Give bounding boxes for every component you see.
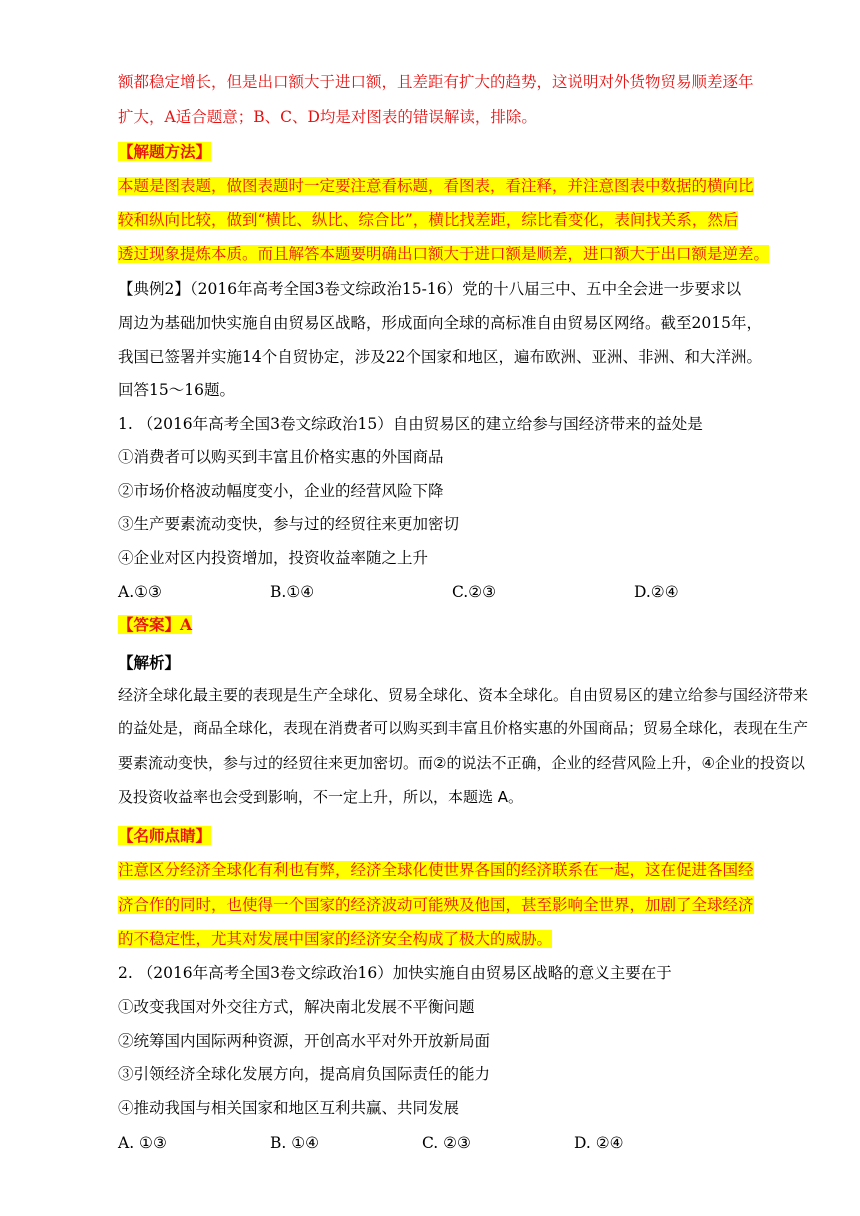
method-line: 透过现象提炼本质。而且解答本题要明确出口额大于进口额是顺差，进口额大于出口额是逆差。: [118, 245, 770, 263]
question-2-stem: 2. （2016年高考全国3卷文综政治16）加快实施自由贸易区战略的意义主要在于: [118, 964, 672, 982]
intro-line: 额都稳定增长，但是出口额大于进口额，且差距有扩大的趋势，这说明对外货物贸易顺差逐年: [118, 73, 754, 91]
question-1-item: ①消费者可以购买到丰富且价格实惠的外国商品: [118, 448, 444, 466]
section-heading-method: 【解题方法】: [118, 142, 212, 161]
analysis-line: 要素流动变快，参与过的经贸往来更加密切。而②的说法不正确，企业的经营风险上升，④企业的投资以: [118, 754, 805, 772]
question-2-option-a: A. ①③: [118, 1134, 167, 1152]
tip-line: 济合作的同时，也使得一个国家的经济波动可能殃及他国，甚至影响全世界，加剧了全球经济: [118, 896, 754, 914]
question-1-stem: 1. （2016年高考全国3卷文综政治15）自由贸易区的建立给参与国经济带来的益处是: [118, 415, 703, 433]
analysis-line: 经济全球化最主要的表现是生产全球化、贸易全球化、资本全球化。自由贸易区的建立给参与国经济带来: [118, 686, 809, 704]
question-1-option-c: C.②③: [452, 583, 497, 601]
analysis-line: 及投资收益率也会受到影响，不一定上升，所以，本题选 A。: [118, 788, 524, 806]
section-heading-tip: 【名师点睛】: [118, 826, 212, 845]
question-1-item: ④企业对区内投资增加，投资收益率随之上升: [118, 549, 429, 567]
question-2-option-c: C. ②③: [422, 1134, 471, 1152]
analysis-heading: 【解析】: [118, 653, 181, 672]
answer-line: 【答案】A: [118, 615, 193, 634]
method-line: 本题是图表题，做图表题时一定要注意看标题，看图表，看注释，并注意图表中数据的横向比: [118, 177, 754, 195]
question-2-item: ③引领经济全球化发展方向，提高肩负国际责任的能力: [118, 1065, 491, 1083]
intro-line: 扩大，A适合题意；B、C、D均是对图表的错误解读，排除。: [118, 108, 537, 126]
question-2-item: ④推动我国与相关国家和地区互利共赢、共同发展: [118, 1099, 460, 1117]
question-2-option-b: B. ①④: [270, 1134, 320, 1152]
method-line: 较和纵向比较，做到“横比、纵比、综合比”，横比找差距，综比看变化，表间找关系，然后: [118, 211, 739, 229]
question-2-item: ②统筹国内国际两种资源，开创高水平对外开放新局面: [118, 1032, 491, 1050]
example-intro-line: 回答15～16题。: [118, 381, 235, 399]
question-1-item: ②市场价格波动幅度变小，企业的经营风险下降: [118, 482, 444, 500]
question-1-option-a: A.①③: [118, 583, 162, 601]
tip-line: 的不稳定性，尤其对发展中国家的经济安全构成了极大的威胁。: [118, 930, 553, 948]
question-1-option-d: D.②④: [634, 583, 679, 601]
tip-line: 注意区分经济全球化有利也有弊，经济全球化使世界各国的经济联系在一起，这在促进各国经: [118, 861, 754, 879]
analysis-line: 的益处是，商品全球化，表现在消费者可以购买到丰富且价格实惠的外国商品；贸易全球化，表现在生产: [118, 719, 809, 737]
example-intro-line: 周边为基础加快实施自由贸易区战略，形成面向全球的高标准自由贸易区网络。截至2015年，: [118, 314, 762, 332]
question-2-item: ①改变我国对外交往方式，解决南北发展不平衡问题: [118, 998, 475, 1016]
question-2-option-d: D. ②④: [574, 1134, 624, 1152]
example-intro-line: 【典例2】（2016年高考全国3卷文综政治15-16）党的十八届三中、五中全会进一步要求以: [118, 280, 742, 298]
question-1-item: ③生产要素流动变快，参与过的经贸往来更加密切: [118, 515, 460, 533]
question-1-option-b: B.①④: [270, 583, 315, 601]
example-intro-line: 我国已签署并实施14个自贸协定，涉及22个国家和地区，遍布欧洲、亚洲、非洲、和大洋洲。: [118, 348, 762, 366]
